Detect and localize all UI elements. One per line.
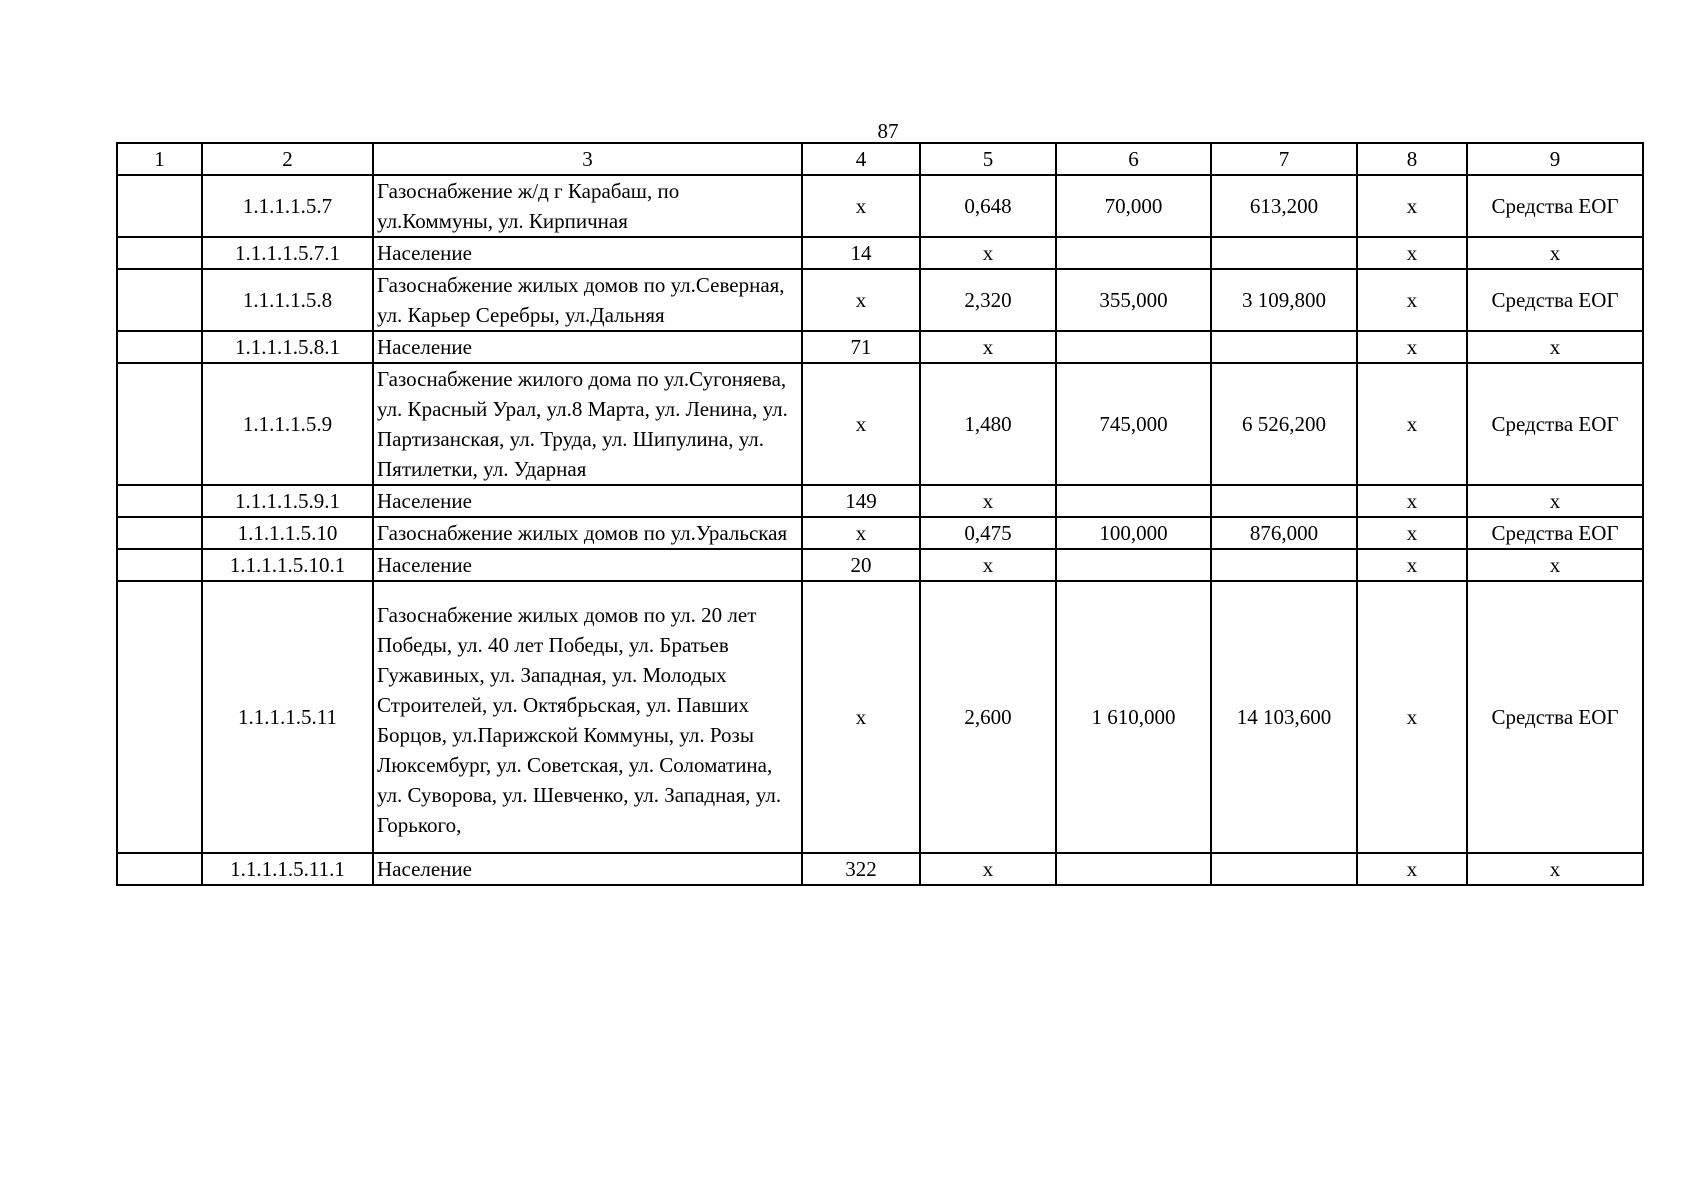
cell-col6 [1056, 853, 1211, 885]
column-header: 6 [1056, 143, 1211, 175]
cell-col6: 1 610,000 [1056, 581, 1211, 853]
cell-funding-source: Средства ЕОГ [1467, 175, 1643, 237]
table-row [117, 581, 1643, 853]
cell-col5: 2,600 [920, 581, 1056, 853]
cell-item-code: 1.1.1.1.5.9 [202, 363, 373, 485]
cell-description: Газоснабжение жилого дома по ул.Сугоняева, ул. Красный Урал, ул.8 Марта, ул. Ленина, ул. Партизанская, ул. Труда, ул. Шипулина, ул. Пятилетки, ул. Ударная [373, 363, 802, 485]
cell-col5: 1,480 [920, 363, 1056, 485]
table-row [117, 549, 1643, 581]
cell-col8: х [1357, 331, 1467, 363]
cell-col7: 876,000 [1211, 517, 1357, 549]
column-header: 8 [1357, 143, 1467, 175]
cell-col5: х [920, 485, 1056, 517]
cell-description: Население [373, 549, 802, 581]
cell-item-code: 1.1.1.1.5.10.1 [202, 549, 373, 581]
cell-col4: х [802, 517, 920, 549]
cell-col4: 71 [802, 331, 920, 363]
cell-col5: х [920, 853, 1056, 885]
cell-col6 [1056, 485, 1211, 517]
cell-col8: х [1357, 175, 1467, 237]
cell-description: Население [373, 237, 802, 269]
cell-item-code: 1.1.1.1.5.9.1 [202, 485, 373, 517]
header-row [117, 143, 1643, 175]
column-header: 7 [1211, 143, 1357, 175]
cell-col8: х [1357, 363, 1467, 485]
cell-col7 [1211, 331, 1357, 363]
cell-col7: 6 526,200 [1211, 363, 1357, 485]
cell-description: Газоснабжение жилых домов по ул. 20 лет Победы, ул. 40 лет Победы, ул. Братьев Гужавиных, ул. Западная, ул. Молодых Строителей, ул. Октябрьская, ул. Павших Борцов, ул.Парижской Коммуны, ул. Розы Люксембург, ул. Советская, ул. Соломатина, ул. Суворова, ул. Шевченко, ул. Западная, ул. Горького, [373, 581, 802, 853]
cell-item-code: 1.1.1.1.5.8.1 [202, 331, 373, 363]
cell-funding-source: х [1467, 485, 1643, 517]
cell-description: Население [373, 331, 802, 363]
cell-item-code: 1.1.1.1.5.10 [202, 517, 373, 549]
column-header: 1 [117, 143, 202, 175]
cell-col8: х [1357, 549, 1467, 581]
cell-col8: х [1357, 581, 1467, 853]
cell-col4: х [802, 269, 920, 331]
cell-col4: 14 [802, 237, 920, 269]
cell-col1 [117, 549, 202, 581]
cell-item-code: 1.1.1.1.5.7 [202, 175, 373, 237]
cell-col4: х [802, 363, 920, 485]
cell-item-code: 1.1.1.1.5.7.1 [202, 237, 373, 269]
column-header: 5 [920, 143, 1056, 175]
cell-col7 [1211, 549, 1357, 581]
cell-description: Газоснабжение жилых домов по ул.Уральская [373, 517, 802, 549]
cell-col7 [1211, 485, 1357, 517]
cell-col6: 745,000 [1056, 363, 1211, 485]
cell-col6: 100,000 [1056, 517, 1211, 549]
cell-description: Население [373, 485, 802, 517]
cell-col7: 613,200 [1211, 175, 1357, 237]
table-row [117, 331, 1643, 363]
cell-col5: х [920, 549, 1056, 581]
cell-col8: х [1357, 517, 1467, 549]
cell-funding-source: х [1467, 549, 1643, 581]
table-row [117, 269, 1643, 331]
cell-col5: 0,475 [920, 517, 1056, 549]
cell-col4: х [802, 581, 920, 853]
cell-col7: 14 103,600 [1211, 581, 1357, 853]
cell-funding-source: х [1467, 237, 1643, 269]
cell-col4: 20 [802, 549, 920, 581]
cell-funding-source: х [1467, 853, 1643, 885]
cell-col1 [117, 175, 202, 237]
cell-col7 [1211, 853, 1357, 885]
cell-col5: 2,320 [920, 269, 1056, 331]
column-header: 3 [373, 143, 802, 175]
cell-col8: х [1357, 269, 1467, 331]
cell-description: Газоснабжение жилых домов по ул.Северная, ул. Карьер Серебры, ул.Дальняя [373, 269, 802, 331]
cell-col5: 0,648 [920, 175, 1056, 237]
table-row [117, 485, 1643, 517]
cell-funding-source: Средства ЕОГ [1467, 581, 1643, 853]
cell-col1 [117, 485, 202, 517]
cell-col6 [1056, 549, 1211, 581]
table-row [117, 853, 1643, 885]
cell-description: Население [373, 853, 802, 885]
cell-col5: х [920, 237, 1056, 269]
cell-funding-source: х [1467, 331, 1643, 363]
table-row [117, 363, 1643, 485]
table-row [117, 237, 1643, 269]
cell-col6: 355,000 [1056, 269, 1211, 331]
data-table [116, 142, 1644, 886]
column-header: 2 [202, 143, 373, 175]
cell-description: Газоснабжение ж/д г Карабаш, по ул.Коммуны, ул. Кирпичная [373, 175, 802, 237]
page-number: 87 [877, 119, 899, 143]
cell-col8: х [1357, 853, 1467, 885]
column-header: 4 [802, 143, 920, 175]
cell-col1 [117, 581, 202, 853]
table-row [117, 517, 1643, 549]
cell-col4: 322 [802, 853, 920, 885]
cell-item-code: 1.1.1.1.5.11 [202, 581, 373, 853]
cell-col8: х [1357, 237, 1467, 269]
cell-col4: х [802, 175, 920, 237]
table-row [117, 175, 1643, 237]
cell-col1 [117, 363, 202, 485]
cell-col8: х [1357, 485, 1467, 517]
cell-col1 [117, 853, 202, 885]
cell-item-code: 1.1.1.1.5.8 [202, 269, 373, 331]
cell-col1 [117, 269, 202, 331]
cell-col6 [1056, 331, 1211, 363]
cell-col1 [117, 517, 202, 549]
cell-funding-source: Средства ЕОГ [1467, 517, 1643, 549]
cell-funding-source: Средства ЕОГ [1467, 269, 1643, 331]
cell-col1 [117, 237, 202, 269]
cell-col1 [117, 331, 202, 363]
cell-item-code: 1.1.1.1.5.11.1 [202, 853, 373, 885]
cell-col6 [1056, 237, 1211, 269]
column-header: 9 [1467, 143, 1643, 175]
cell-col6: 70,000 [1056, 175, 1211, 237]
cell-col4: 149 [802, 485, 920, 517]
cell-col7 [1211, 237, 1357, 269]
cell-col5: х [920, 331, 1056, 363]
cell-funding-source: Средства ЕОГ [1467, 363, 1643, 485]
cell-col7: 3 109,800 [1211, 269, 1357, 331]
